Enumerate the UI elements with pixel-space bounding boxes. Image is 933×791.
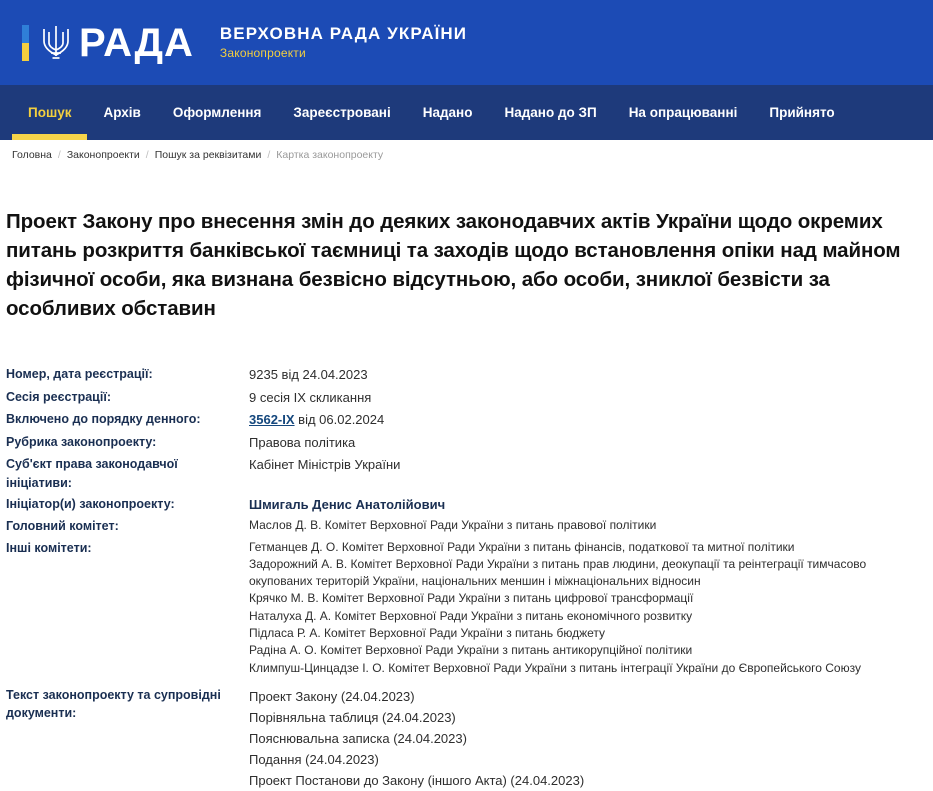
- detail-row-other-committees: [6, 539, 925, 677]
- label-initiators: Ініціатор(и) законопроекту:: [6, 496, 175, 511]
- breadcrumb-item-1[interactable]: Законопроекти: [66, 149, 140, 161]
- detail-row-main-committee: [6, 517, 925, 535]
- value-main-committee: Маслов Д. В. Комітет Верховної Ради України з питань правової політики: [249, 518, 657, 533]
- document-link[interactable]: Проект Закону (24.04.2023): [249, 688, 415, 704]
- value-initiators: Шмигаль Денис Анатолійович: [249, 496, 446, 512]
- label-main-committee: Головний комітет:: [6, 519, 119, 534]
- breadcrumb-separator: /: [267, 149, 271, 161]
- detail-row-initiators: [6, 495, 925, 515]
- nav-item-4[interactable]: Надано: [422, 105, 473, 120]
- documents-list: [249, 686, 925, 791]
- detail-row-session: [6, 388, 925, 408]
- value-number-date: 9235 від 24.04.2023: [249, 367, 368, 383]
- label-other-committees: Інші комітети:: [6, 540, 92, 555]
- agenda-number-link[interactable]: 3562-IX: [249, 412, 295, 428]
- label-number-date: Номер, дата реєстрації:: [6, 367, 153, 382]
- document-link[interactable]: Пояснювальна записка (24.04.2023): [249, 730, 467, 746]
- value-agenda: [249, 410, 925, 430]
- label-documents: Текст законопроекту та супровідні документи:: [6, 687, 221, 721]
- breadcrumb-item-3: Картка законопроекту: [276, 149, 384, 161]
- committee-item: Підласа Р. А. Комітет Верховної Ради України з питань бюджету: [249, 626, 606, 641]
- other-committees-list: [249, 539, 925, 677]
- nav-item-1[interactable]: Архів: [103, 105, 141, 120]
- detail-row-subject: [6, 455, 925, 492]
- committee-item: Крячко М. В. Комітет Верховної Ради України з питань цифрової трансформації: [249, 591, 694, 606]
- label-session: Сесія реєстрації:: [6, 389, 111, 404]
- brand-title: ВЕРХОВНА РАДА УКРАЇНИ: [219, 24, 468, 44]
- detail-row-number-date: [6, 365, 925, 385]
- committee-item: Задорожний А. В. Комітет Верховної Ради України з питань прав людини, деокупації та реінтеграції тимчасово окупованих територій України, національних меншин і міжнаціональних відносин: [249, 556, 867, 589]
- nav-item-7[interactable]: Прийнято: [769, 105, 835, 120]
- site-header: [0, 0, 933, 85]
- label-rubric: Рубрика законопроекту:: [6, 434, 157, 449]
- agenda-date-text: від 06.02.2024: [298, 412, 385, 428]
- detail-row-agenda: [6, 410, 925, 430]
- label-subject: Суб'єкт права законодавчої ініціативи:: [6, 457, 178, 490]
- breadcrumb: [0, 140, 933, 169]
- ukraine-flag-icon: [22, 25, 29, 61]
- detail-row-documents: [6, 686, 925, 791]
- brand-subtitle: Законопроекти: [219, 45, 306, 60]
- nav-item-2[interactable]: Оформлення: [172, 105, 262, 120]
- page-title: Проект Закону про внесення змін до деяких законодавчих актів України щодо окремих питань розкриття банківської таємниці та заходів щодо встановлення опіки над майном фізичної особи, яка визнана безвісно відсутньою, або особи, зниклої безвісти за особливих обставин: [6, 210, 901, 321]
- label-agenda: Включено до порядку денного:: [6, 412, 201, 427]
- committee-item: Климпуш-Цинцадзе І. О. Комітет Верховної Ради України з питань інтеграції України до Європейського Союзу: [249, 660, 861, 675]
- breadcrumb-separator: /: [145, 149, 149, 161]
- nav-item-6[interactable]: На опрацюванні: [628, 105, 738, 120]
- document-link[interactable]: Проект Постанови до Закону (іншого Акта) (24.04.2023): [249, 773, 585, 788]
- nav-item-5[interactable]: Надано до ЗП: [504, 105, 597, 120]
- document-details: [6, 365, 925, 791]
- nav-item-0[interactable]: Пошук: [12, 85, 87, 140]
- main-navigation: [0, 85, 933, 140]
- value-session: 9 сесія IX скликання: [249, 389, 372, 405]
- detail-row-rubric: [6, 433, 925, 453]
- main-content: [0, 207, 933, 791]
- ukraine-tryzub-icon: [39, 22, 73, 64]
- site-logo[interactable]: [22, 22, 194, 64]
- brand-word: РАДА: [79, 20, 194, 65]
- nav-item-3[interactable]: Зареєстровані: [293, 105, 391, 120]
- committee-item: Радіна А. О. Комітет Верховної Ради України з питань антикорупційної політики: [249, 643, 693, 658]
- document-link[interactable]: Порівняльна таблиця (24.04.2023): [249, 709, 456, 725]
- value-rubric: Правова політика: [249, 434, 356, 450]
- breadcrumb-item-2[interactable]: Пошук за реквізитами: [154, 149, 262, 161]
- breadcrumb-item-0[interactable]: Головна: [12, 149, 52, 161]
- value-subject: Кабінет Міністрів України: [249, 457, 401, 473]
- committee-item: Наталуха Д. А. Комітет Верховної Ради України з питань економічного розвитку: [249, 608, 693, 623]
- breadcrumb-separator: /: [57, 149, 61, 161]
- document-link[interactable]: Подання (24.04.2023): [249, 751, 379, 767]
- committee-item: Гетманцев Д. О. Комітет Верховної Ради України з питань фінансів, податкової та митної політики: [249, 539, 795, 554]
